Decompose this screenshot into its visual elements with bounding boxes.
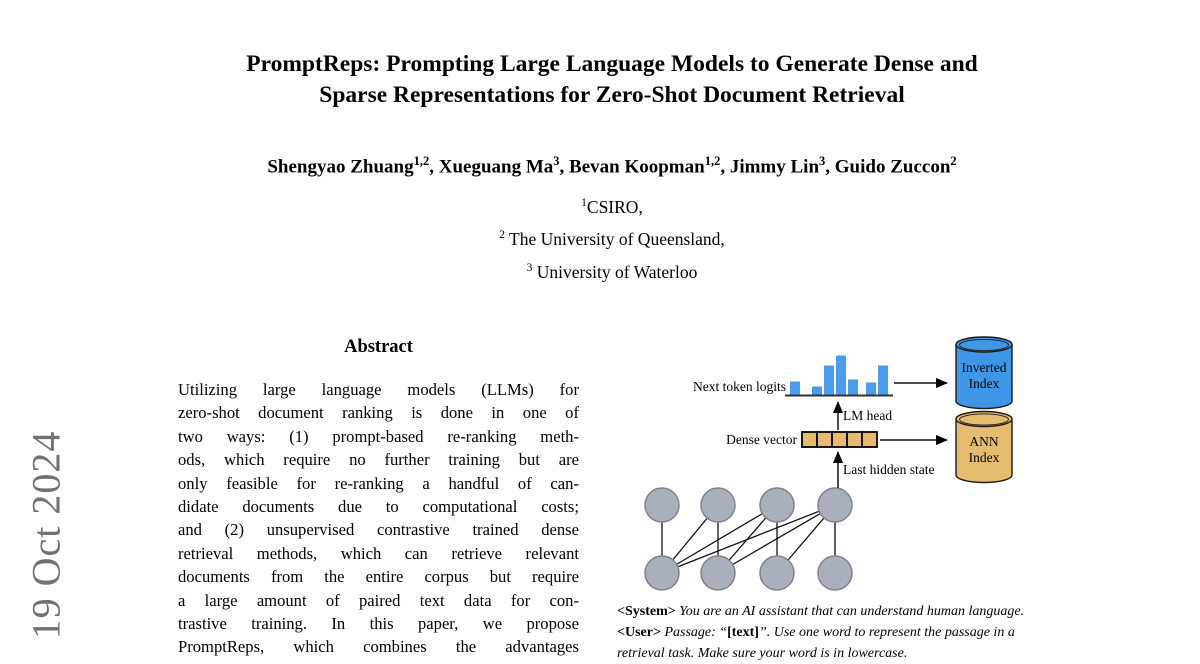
logit-bar xyxy=(878,366,888,395)
llm-node xyxy=(645,556,679,590)
author-name: Guido Zuccon xyxy=(834,156,951,178)
affiliation-superscript: 1 xyxy=(581,197,587,209)
prompt-italic-segment: You are an AI assistant that can understand human language. xyxy=(679,604,1025,619)
figure-diagram xyxy=(600,325,1100,600)
prompt-bold-segment: [text] xyxy=(727,625,759,640)
architecture-figure xyxy=(600,325,1100,600)
affiliation-line: $^2$ The University of Queensland, xyxy=(499,229,725,250)
ann-index-label-line2: Index xyxy=(968,450,1000,465)
abstract-line: didate documents due to computational costs; xyxy=(178,497,579,517)
arxiv-date-watermark: 19 Oct 2024 xyxy=(23,430,69,640)
inverted-index-label-line2: Index xyxy=(968,376,1000,391)
inverted-index-cylinder xyxy=(956,337,1012,409)
prompt-italic-segment: Passage: “ xyxy=(664,625,728,640)
abstract-heading: Abstract xyxy=(344,337,413,357)
dense-vector-label: Dense vector xyxy=(726,432,797,447)
abstract-line: retrieval methods, which can retrieve relevant xyxy=(178,543,579,563)
author-affiliation-superscript: 1,2 xyxy=(413,154,430,168)
affiliation-superscript: 3 xyxy=(526,261,533,274)
paper-title xyxy=(24,49,1200,111)
author-affiliation-superscript: 2 xyxy=(950,154,957,168)
next-token-logits-label: Next token logits xyxy=(693,379,786,394)
attention-edges xyxy=(662,505,835,573)
abstract-line: trastive training. In this paper, we propose xyxy=(178,614,579,634)
abstract-line: PromptReps, which combines the advantages xyxy=(178,637,579,657)
prompt-line xyxy=(617,622,1097,643)
abstract-line: only feasible for re-ranking a handful of can- xyxy=(178,473,579,493)
logits-bars xyxy=(790,356,888,395)
prompt-line xyxy=(617,601,1097,622)
inverted-index-label-line1: Inverted xyxy=(961,360,1007,375)
author-name: Bevan Koopman xyxy=(569,156,705,178)
affiliation-line: $^1$CSIRO, xyxy=(581,196,643,217)
llm-node xyxy=(645,488,679,522)
authors-line: Shengyao Zhuang$^{1,2}$, Xueguang Ma$^3$, Bevan Koopman$^{1,2}$, Jimmy Lin$^3$, Guido Zuccon$^2$ xyxy=(267,154,957,178)
prompt-line xyxy=(617,643,1097,664)
abstract-line: Utilizing large language models (LLMs) for xyxy=(178,380,579,399)
ann-index-label-line1: ANN xyxy=(969,434,999,449)
ann-index-cylinder xyxy=(956,412,1012,483)
llm-node xyxy=(818,556,852,590)
paper-title-line2: Sparse Representations for Zero-Shot Document Retrieval xyxy=(319,82,905,108)
prompt-bold-segment: <User> xyxy=(617,625,665,640)
logit-bar xyxy=(866,383,876,395)
llm-node xyxy=(701,488,735,522)
logit-bar xyxy=(848,380,858,395)
prompt-text xyxy=(617,601,1097,664)
abstract-line: ods, which require no further training but are xyxy=(178,450,579,470)
author-name: Xueguang Ma xyxy=(438,156,554,178)
logit-bar xyxy=(790,382,800,395)
dense-vector-cell xyxy=(847,432,862,447)
dense-vector-cell xyxy=(862,432,877,447)
llm-node xyxy=(818,488,852,522)
last-hidden-state-label: Last hidden state xyxy=(843,462,935,477)
dense-vector-cell xyxy=(802,432,817,447)
abstract-line: and (2) unsupervised contrastive trained dense xyxy=(178,520,579,540)
abstract-line: zero-shot document ranking is done in one of xyxy=(178,403,579,423)
llm-node xyxy=(701,556,735,590)
author-affiliation-superscript: 3 xyxy=(553,154,560,168)
affiliations xyxy=(24,189,1200,286)
abstract-section xyxy=(178,337,579,659)
prompt-bold-segment: <System> xyxy=(617,604,680,619)
abstract-line: two ways: (1) prompt-based re-ranking meth- xyxy=(178,426,579,446)
affiliation-line: $^3$ University of Waterloo xyxy=(526,261,698,282)
lm-head-label: LM head xyxy=(843,408,893,423)
abstract-body xyxy=(178,378,579,659)
author-name: Jimmy Lin xyxy=(729,156,820,178)
dense-vector-cell xyxy=(817,432,832,447)
prompt-italic-segment: retrieval task. Make sure your word is in lowercase. xyxy=(617,646,908,661)
dense-vector xyxy=(802,432,877,447)
abstract-line: documents from the entire corpus but require xyxy=(178,567,579,587)
author-name: Shengyao Zhuang xyxy=(267,156,414,178)
paper-title-line1: PromptReps: Prompting Large Language Models to Generate Dense and xyxy=(246,51,978,77)
logit-bar xyxy=(824,366,834,395)
author-affiliation-superscript: 3 xyxy=(819,154,826,168)
abstract-line: a large amount of paired text data for con- xyxy=(178,590,579,610)
dense-vector-cell xyxy=(832,432,847,447)
logit-bar xyxy=(836,356,846,395)
llm-node xyxy=(760,556,794,590)
author-affiliation-superscript: 1,2 xyxy=(704,154,721,168)
prompt-italic-segment: ”. Use one word to represent the passage in a xyxy=(758,625,1015,640)
affiliation-superscript: 2 xyxy=(499,229,505,242)
llm-node xyxy=(760,488,794,522)
logit-bar xyxy=(812,387,822,395)
